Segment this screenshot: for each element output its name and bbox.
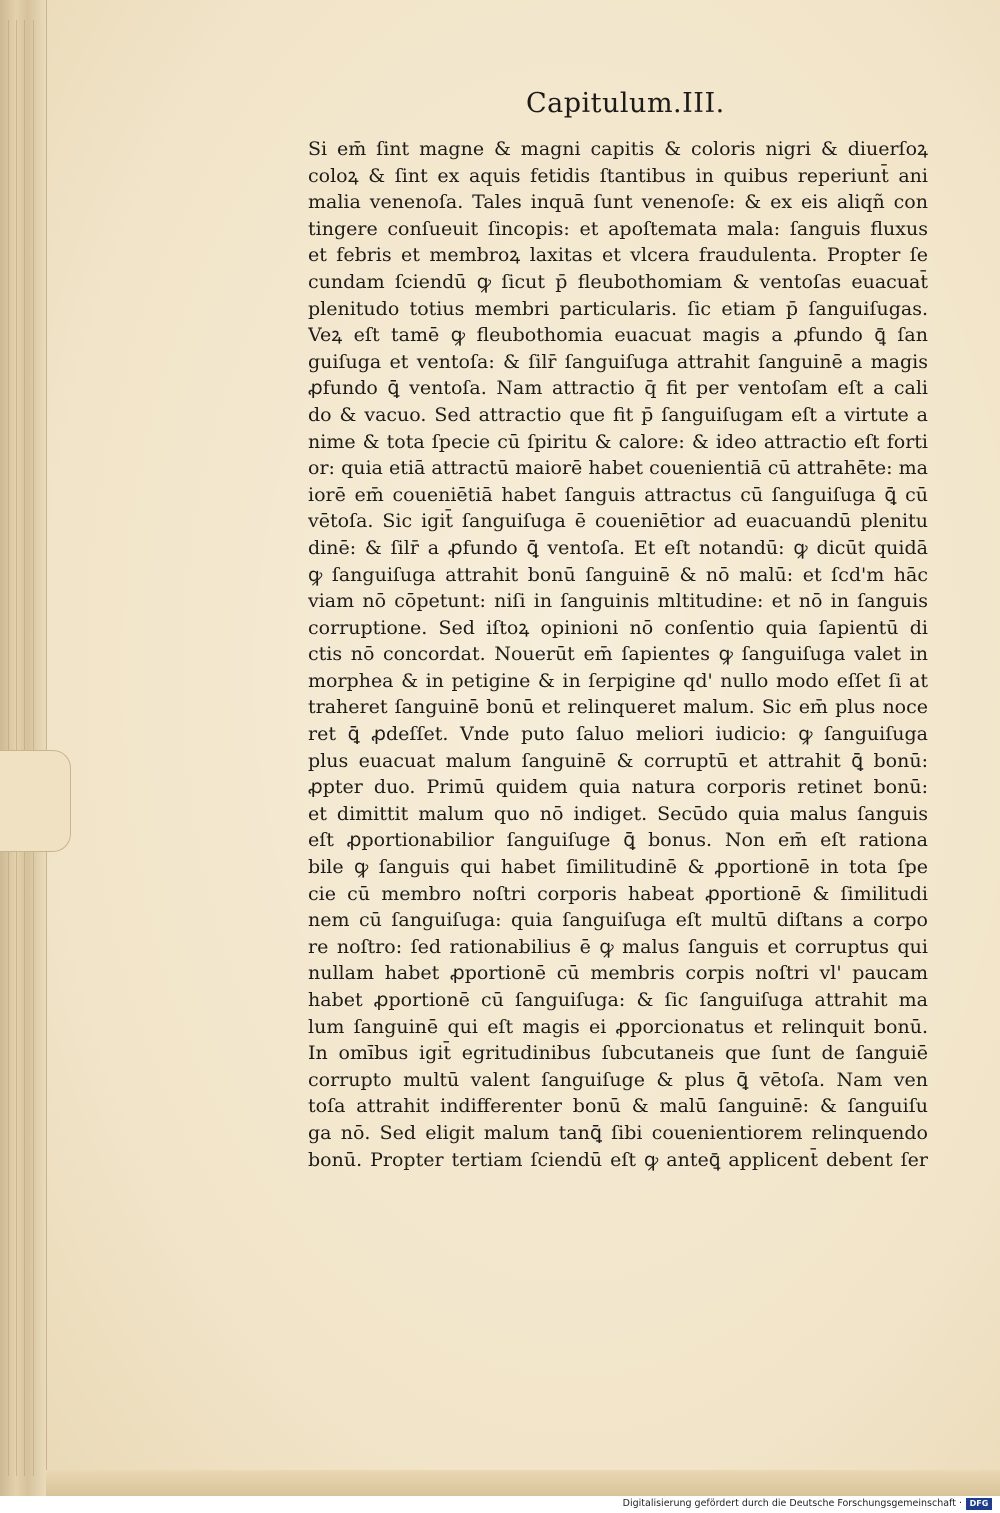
footer-credit: Digitalisierung gefördert durch die Deutsche Forschungsgemeinschaft · xyxy=(622,1498,962,1509)
text-line: coloꝝ & ſint ex aquis fetidis ſtantibus in quibus reperiunt̄ ani xyxy=(308,164,928,187)
text-line: viam nō cōpetunt: niſi in ſanguinis mltitudine: et nō in ſanguis xyxy=(308,590,928,613)
text-line: lum ſanguinē qui eſt magis ei ꝓporcionatus et relinquit bonū. xyxy=(308,1015,928,1038)
text-line: Si em̄ ſint magne & magni capitis & coloris nigri & diuerſoꝝ xyxy=(308,138,928,160)
text-line: et dimittit malum quo nō indiget. Secūdo quia malus ſanguis xyxy=(308,802,928,825)
text-line: ꝓpter duo. Primū quidem quia natura corporis retinet bonū: xyxy=(308,776,928,799)
page-tab xyxy=(0,750,71,852)
text-line: vētoſa. Sic igit̄ ſanguiſuga ē coueniētior ad euacuandū plenitu xyxy=(308,510,928,533)
body-text xyxy=(308,136,928,1173)
text-line: bile ꝙ ſanguis qui habet ſimilitudinē & ꝓportionē in tota ſpe xyxy=(308,856,928,879)
text-line: ꝓfundo ꝗ̄ ventoſa. Nam attractio q̄ fit per ventoſam eſt a cali xyxy=(308,377,928,400)
text-line: morphea & in petigine & in ſerpigine qd' nullo modo eſſet ſi at xyxy=(308,669,928,692)
text-line: plenitudo totius membri particularis. ſic etiam p̄ ſanguiſugas. xyxy=(308,297,928,320)
text-line: tingere conſueuit ſincopis: et apoſtemata mala: ſanguis fluxus xyxy=(308,217,928,240)
chapter-heading: Capitulum.III. xyxy=(526,88,725,119)
footer-bar xyxy=(0,1496,1000,1513)
text-line: plus euacuat malum ſanguinē & corruptū et attrahit ꝗ̄ bonū: xyxy=(308,749,928,772)
text-line: ga nō. Sed eligit malum tanꝗ̄ ſibi couenientiorem relinquendo xyxy=(308,1121,928,1144)
text-line: cie cū membro noſtri corporis habeat ꝓportionē & ſimilitudi xyxy=(308,882,928,905)
text-line: re noſtro: ſed rationabilius ē ꝙ malus ſanguis et corruptus qui xyxy=(308,935,928,958)
text-line: corrupto multū valent ſanguiſuge & plus ꝗ̄ vētoſa. Nam ven xyxy=(308,1068,928,1091)
dfg-logo: DFG xyxy=(966,1498,992,1510)
text-line: ret ꝗ̄ ꝓdeſſet. Vnde puto ſaluo meliori iudicio: ꝙ ſanguiſuga xyxy=(308,723,928,746)
book-edge xyxy=(0,0,47,1496)
text-line: habet ꝓportionē cū ſanguiſuga: & ſic ſanguiſuga attrahit ma xyxy=(308,989,928,1011)
text-line: malia venenoſa. Tales inquā ſunt venenoſe: & ex eis aliqñ con xyxy=(308,191,928,214)
text-line: bonū. Propter tertiam ſciendū eſt ꝙ anteꝗ̄ applicent̄ debent ſer xyxy=(308,1148,928,1171)
text-line: ctis nō concordat. Nouerūt em̄ ſapientes ꝙ ſanguiſuga valet in xyxy=(308,643,928,666)
text-line: In omībus igit̄ egritudinibus ſubcutaneis que ſunt de ſanguiē xyxy=(308,1042,928,1065)
text-line: Veꝝ eſt tamē ꝙ fleubothomia euacuat magis a ꝓfundo ꝗ̄ ſan xyxy=(308,324,928,347)
text-line: nem cū ſanguiſuga: quia ſanguiſuga eſt multū diſtans a corpo xyxy=(308,909,928,932)
text-line: nime & tota ſpecie cū ſpiritu & calore: & ideo attractio eſt forti xyxy=(308,430,928,453)
text-line: nullam habet ꝓportionē cū membris corpis noſtri vl' paucam xyxy=(308,962,928,985)
text-line: do & vacuo. Sed attractio que fit p̄ ſanguiſugam eſt a virtute a xyxy=(308,403,928,426)
text-line: or: quia etiā attractū maiorē habet couenientiā cū attrahēte: ma xyxy=(308,457,928,480)
page-bottom-edge xyxy=(46,1470,1000,1496)
text-line: toſa attrahit indifferenter bonū & malū ſanguinē: & ſanguiſu xyxy=(308,1095,928,1118)
text-line: eſt ꝓportionabilior ſanguiſuge ꝗ̄ bonus. Non em̄ eſt rationa xyxy=(308,829,928,852)
text-line: ꝙ ſanguiſuga attrahit bonū ſanguinē & nō malū: et ſcd'm hāc xyxy=(308,563,928,586)
text-line: traheret ſanguinē bonū et relinqueret malum. Sic em̄ plus noce xyxy=(308,696,928,719)
text-line: cundam ſciendū ꝙ ſicut p̄ fleubothomiam & ventoſas euacuat̄ xyxy=(308,270,928,293)
text-line: et febris et membroꝝ laxitas et vlcera fraudulenta. Propter ſe xyxy=(308,244,928,267)
text-line: dinē: & ſilr̄ a ꝓfundo ꝗ̄ ventoſa. Et eſt notandū: ꝙ dicūt quidā xyxy=(308,536,928,559)
text-line: corruptione. Sed iſtoꝝ opinioni nō conſentio quia ſapientū di xyxy=(308,616,928,639)
text-line: guiſuga et ventoſa: & ſilr̄ ſanguiſuga attrahit ſanguinē a magis xyxy=(308,350,928,373)
text-line: iorē em̄ coueniētiā habet ſanguis attractus cū ſanguiſuga ꝗ̄ cū xyxy=(308,483,928,506)
